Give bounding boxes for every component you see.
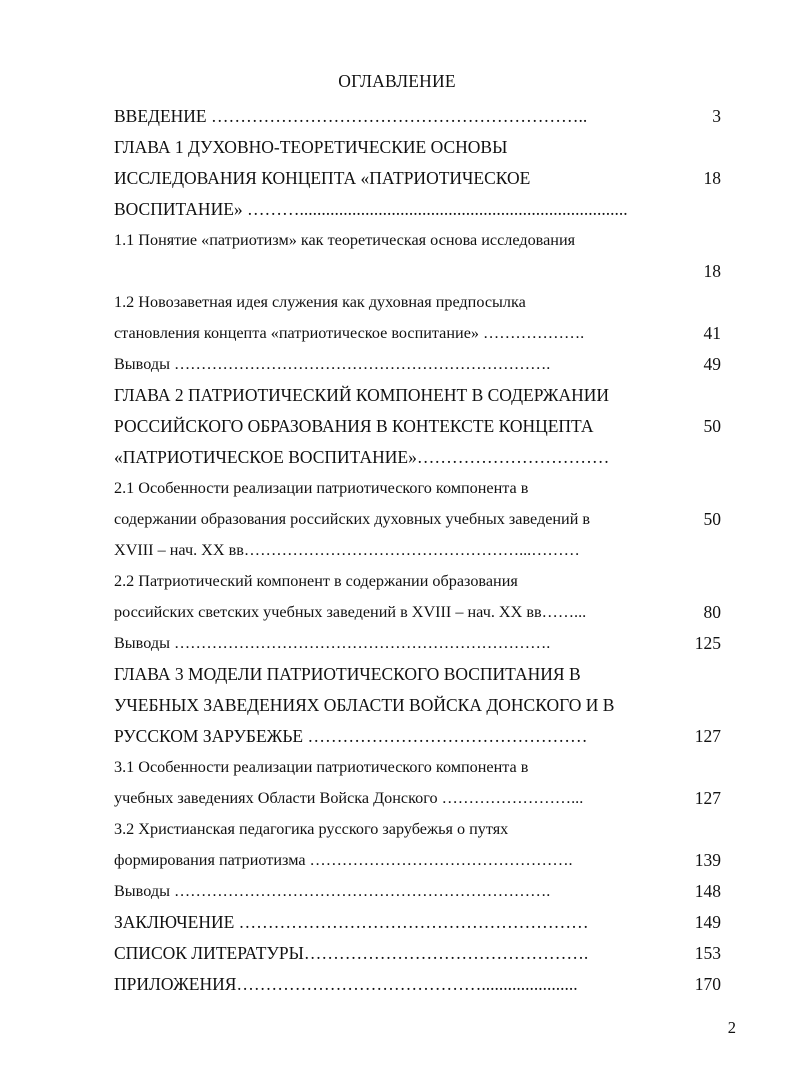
toc-page-number: 18: [703, 261, 721, 281]
toc-page-number: 127: [694, 788, 721, 808]
toc-entry-chapter-1-line-2: ИССЛЕДОВАНИЯ КОНЦЕПТА «ПАТРИОТИЧЕСКОЕ: [114, 168, 531, 188]
toc-entry-chapter-2-line-3: «ПАТРИОТИЧЕСКОЕ ВОСПИТАНИЕ»……………………………: [114, 447, 610, 467]
toc-entry-section-1-2-line-2: становления концепта «патриотическое воспитание» ……………….: [114, 324, 585, 342]
toc-entry-section-3-1-line-1: 3.1 Особенности реализации патриотического компонента в: [114, 758, 529, 776]
toc-entry-chapter-3-line-3: РУССКОМ ЗАРУБЕЖЬЕ …………………………………………: [114, 726, 588, 746]
toc-entry-references: СПИСОК ЛИТЕРАТУРЫ………………………………………….: [114, 943, 589, 963]
toc-page-number: 49: [703, 354, 721, 374]
toc-entry-chapter-1-line-1: ГЛАВА 1 ДУХОВНО-ТЕОРЕТИЧЕСКИЕ ОСНОВЫ: [114, 137, 508, 157]
toc-entry-conclusions-2: Выводы …………………………………………………………….: [114, 634, 551, 652]
toc-page-number: 18: [703, 168, 721, 188]
toc-entry-section-3-2-line-2: формирования патриотизма ………………………………………….: [114, 851, 573, 869]
toc-page-number: 125: [694, 633, 721, 653]
toc-page-number: 139: [694, 850, 721, 870]
toc-page-number: 3: [712, 106, 721, 126]
toc-page-number: 148: [694, 881, 721, 901]
toc-entry-section-3-1-line-2: учебных заведениях Области Войска Донского ……………………...: [114, 789, 584, 807]
toc-page-number: 41: [703, 323, 721, 343]
toc-page-number: 80: [703, 602, 721, 622]
toc-entry-section-2-1-line-1: 2.1 Особенности реализации патриотического компонента в: [114, 479, 529, 497]
toc-entry-section-2-1-line-2: содержании образования российских духовных учебных заведений в: [114, 510, 591, 528]
toc-entry-introduction: ВВЕДЕНИЕ ………………………………………………………..: [114, 106, 588, 126]
toc-page-number: 127: [694, 726, 721, 746]
toc-page-number: 153: [694, 943, 721, 963]
footer-page-number: 2: [727, 1018, 736, 1037]
toc-entry-appendices: ПРИЛОЖЕНИЯ……………………………………......................: [114, 974, 578, 994]
toc-entry-section-2-2-line-2: российских светских учебных заведений в XVIII – нач. XX вв……...: [114, 603, 587, 621]
toc-page-number: 50: [703, 509, 721, 529]
toc-entry-conclusions-1: Выводы …………………………………………………………….: [114, 355, 551, 373]
toc-entry-chapter-2-line-2: РОССИЙСКОГО ОБРАЗОВАНИЯ В КОНТЕКСТЕ КОНЦЕПТА: [114, 416, 594, 436]
toc-entry-chapter-1-line-3: ВОСПИТАНИЕ» ………...........................................................................: [114, 199, 628, 219]
toc-entry-chapter-3-line-2: УЧЕБНЫХ ЗАВЕДЕНИЯХ ОБЛАСТИ ВОЙСКА ДОНСКОГО И В: [114, 695, 615, 715]
toc-entry-chapter-2-line-1: ГЛАВА 2 ПАТРИОТИЧЕСКИЙ КОМПОНЕНТ В СОДЕРЖАНИИ: [114, 385, 610, 405]
toc-entry-section-2-1-line-3: XVIII – нач. XX вв……………………………………………...………: [114, 541, 580, 559]
toc-entry-section-1-1: 1.1 Понятие «патриотизм» как теоретическая основа исследования: [114, 231, 576, 249]
toc-entry-conclusion: ЗАКЛЮЧЕНИЕ ……………………………………………………: [114, 912, 589, 932]
toc-page-number: 50: [703, 416, 721, 436]
toc-entry-section-3-2-line-1: 3.2 Христианская педагогика русского зарубежья о путях: [114, 820, 509, 838]
toc-page-number: 149: [694, 912, 721, 932]
toc-entry-section-2-2-line-1: 2.2 Патриотический компонент в содержании образования: [114, 572, 518, 590]
toc-entry-conclusions-3: Выводы …………………………………………………………….: [114, 882, 551, 900]
toc-entry-section-1-2-line-1: 1.2 Новозаветная идея служения как духовная предпосылка: [114, 293, 526, 311]
toc-entry-chapter-3-line-1: ГЛАВА 3 МОДЕЛИ ПАТРИОТИЧЕСКОГО ВОСПИТАНИЯ В: [114, 664, 581, 684]
page-title: ОГЛАВЛЕНИЕ: [338, 71, 456, 91]
toc-page-number: 170: [694, 974, 721, 994]
